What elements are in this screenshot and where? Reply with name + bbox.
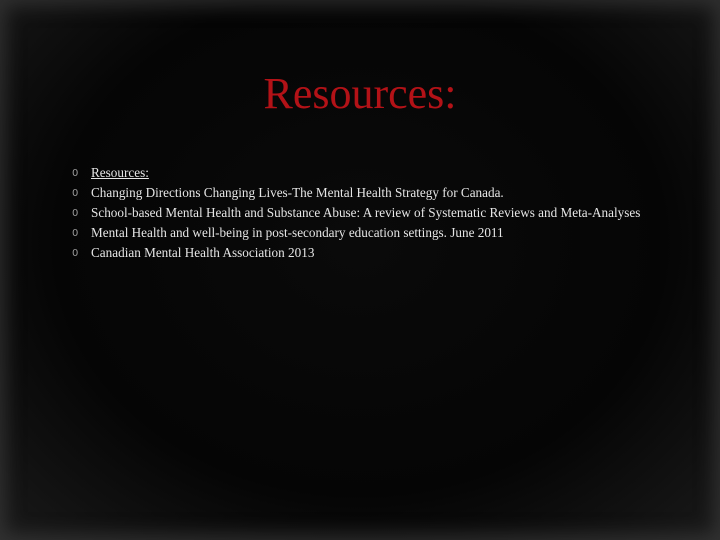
list-item: [72, 184, 662, 203]
list-item: [72, 164, 662, 183]
list-item-text: Canadian Mental Health Association 2013: [91, 245, 315, 260]
bullet-marker-icon: 0: [72, 248, 79, 259]
resources-heading-link[interactable]: Resources:: [91, 165, 149, 180]
slide-title: Resources:: [263, 69, 457, 118]
list-item-text: Changing Directions Changing Lives-The Mental Health Strategy for Canada.: [91, 185, 504, 200]
bullet-marker-icon: 0: [72, 208, 79, 219]
resource-list: [72, 164, 662, 264]
bullet-marker-icon: 0: [72, 228, 79, 239]
list-item: [72, 224, 662, 243]
list-item: [72, 204, 662, 223]
bullet-marker-icon: 0: [72, 168, 79, 179]
list-item: [72, 244, 662, 263]
bullet-marker-icon: 0: [72, 188, 79, 199]
list-item-text: Mental Health and well-being in post-secondary education settings. June 2011: [91, 225, 504, 240]
list-item-text: School-based Mental Health and Substance Abuse: A review of Systematic Reviews and Meta-Analyses: [91, 205, 641, 220]
